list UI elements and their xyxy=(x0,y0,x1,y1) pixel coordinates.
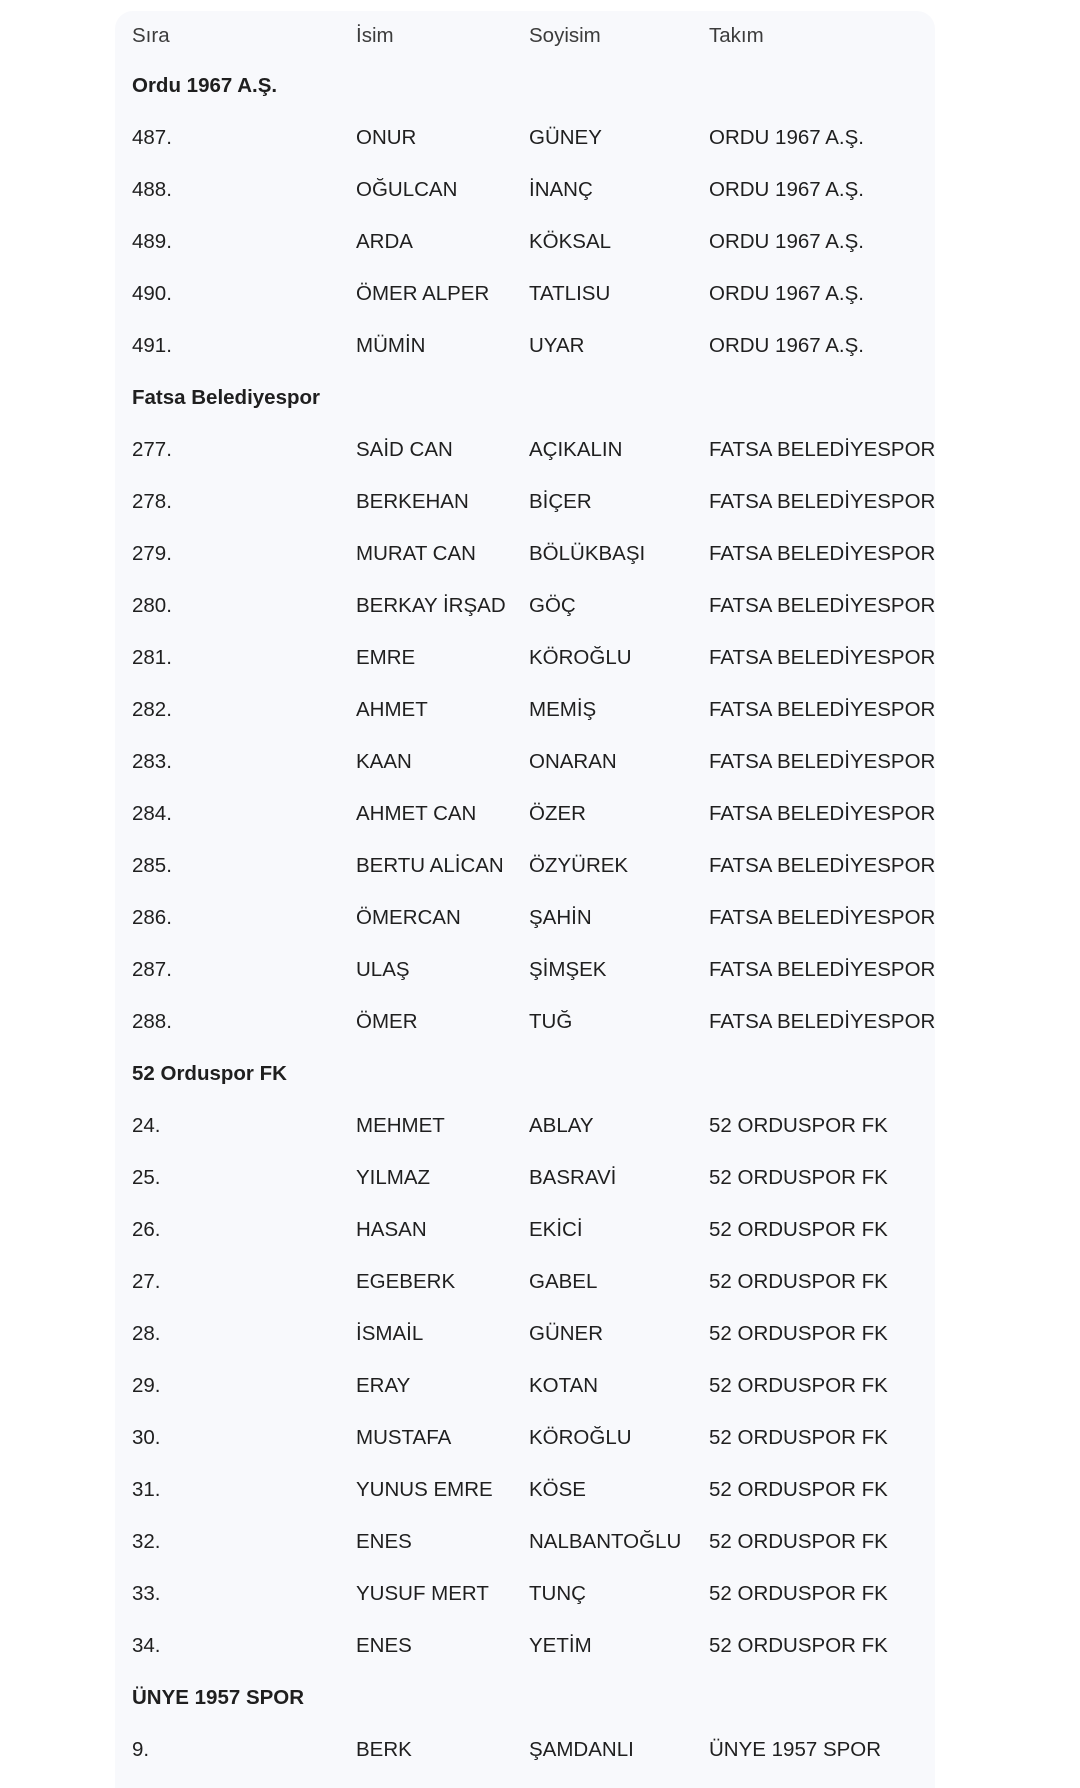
cell-sira: 278. xyxy=(132,490,172,513)
cell-soyisim: GABEL xyxy=(529,1270,598,1293)
cell-takim: FATSA BELEDİYESPOR xyxy=(709,750,935,773)
cell-soyisim: İNANÇ xyxy=(529,178,593,201)
table-row xyxy=(115,268,935,320)
cell-takim: ORDU 1967 A.Ş. xyxy=(709,230,864,253)
cell-soyisim: YETİM xyxy=(529,1634,592,1657)
cell-sira: 285. xyxy=(132,854,172,877)
cell-sira: 281. xyxy=(132,646,172,669)
cell-soyisim: KÖROĞLU xyxy=(529,1426,632,1449)
table-row xyxy=(115,944,935,996)
cell-takim: 52 ORDUSPOR FK xyxy=(709,1530,888,1553)
cell-soyisim: TUNÇ xyxy=(529,1582,586,1605)
cell-soyisim: ABLAY xyxy=(529,1114,594,1137)
cell-isim: ONUR xyxy=(356,126,417,149)
cell-sira: 33. xyxy=(132,1582,161,1605)
cell-sira: 26. xyxy=(132,1218,161,1241)
table-row xyxy=(115,476,935,528)
cell-isim: EGEBERK xyxy=(356,1270,456,1293)
cell-soyisim: BASRAVİ xyxy=(529,1166,617,1189)
cell-takim: ORDU 1967 A.Ş. xyxy=(709,334,864,357)
cell-takim: 52 ORDUSPOR FK xyxy=(709,1218,888,1241)
cell-soyisim: TATLISU xyxy=(529,282,611,305)
table-row xyxy=(115,632,935,684)
cell-isim: ULAŞ xyxy=(356,958,410,981)
team-group-title: Fatsa Belediyespor xyxy=(132,386,320,409)
table-row xyxy=(115,1724,935,1776)
cell-isim: ARDA xyxy=(356,230,413,253)
cell-soyisim: GÜNER xyxy=(529,1322,604,1345)
table-row xyxy=(115,996,935,1048)
table-row xyxy=(115,840,935,892)
cell-sira: 27. xyxy=(132,1270,161,1293)
cell-soyisim: KÖKSAL xyxy=(529,230,612,253)
cell-sira: 488. xyxy=(132,178,172,201)
cell-soyisim: ÖZER xyxy=(529,802,586,825)
table-row xyxy=(115,1412,935,1464)
cell-takim: 52 ORDUSPOR FK xyxy=(709,1634,888,1657)
cell-isim: SAİD CAN xyxy=(356,438,453,461)
cell-sira: 491. xyxy=(132,334,172,357)
cell-sira: 277. xyxy=(132,438,172,461)
cell-sira: 284. xyxy=(132,802,172,825)
cell-takim: 52 ORDUSPOR FK xyxy=(709,1166,888,1189)
cell-soyisim: GÜNEY xyxy=(529,126,602,149)
cell-isim: ENES xyxy=(356,1634,412,1657)
table-row xyxy=(115,528,935,580)
cell-soyisim: KÖROĞLU xyxy=(529,646,632,669)
cell-isim: BERTU ALİCAN xyxy=(356,854,504,877)
cell-isim: YILMAZ xyxy=(356,1166,431,1189)
cell-soyisim: KOTAN xyxy=(529,1374,599,1397)
cell-sira: 32. xyxy=(132,1530,161,1553)
cell-takim: FATSA BELEDİYESPOR xyxy=(709,542,935,565)
table-row xyxy=(115,1204,935,1256)
team-group-row xyxy=(115,372,935,424)
column-header-soyisim: Soyisim xyxy=(529,23,601,47)
cell-sira: 280. xyxy=(132,594,172,617)
cell-isim: YUNUS EMRE xyxy=(356,1478,493,1501)
cell-sira: 25. xyxy=(132,1166,161,1189)
cell-takim: ORDU 1967 A.Ş. xyxy=(709,126,864,149)
cell-takim: FATSA BELEDİYESPOR xyxy=(709,802,935,825)
cell-isim: ERAY xyxy=(356,1374,411,1397)
cell-isim: HASAN xyxy=(356,1218,427,1241)
cell-takim: 52 ORDUSPOR FK xyxy=(709,1582,888,1605)
cell-takim: FATSA BELEDİYESPOR xyxy=(709,594,935,617)
cell-isim: BERKAY İRŞAD xyxy=(356,594,506,617)
cell-sira: 282. xyxy=(132,698,172,721)
cell-soyisim: BÖLÜKBAŞI xyxy=(529,542,646,565)
cell-soyisim: GÖÇ xyxy=(529,594,576,617)
cell-sira: 489. xyxy=(132,230,172,253)
cell-takim: 52 ORDUSPOR FK xyxy=(709,1374,888,1397)
cell-isim: YUSUF MERT xyxy=(356,1582,489,1605)
table-row xyxy=(115,736,935,788)
cell-soyisim: BİÇER xyxy=(529,490,592,513)
cell-soyisim: NALBANTOĞLU xyxy=(529,1530,682,1553)
cell-takim: FATSA BELEDİYESPOR xyxy=(709,854,935,877)
team-group-row xyxy=(115,1672,935,1724)
cell-soyisim: EKİCİ xyxy=(529,1218,583,1241)
cell-takim: 52 ORDUSPOR FK xyxy=(709,1322,888,1345)
cell-isim: AHMET CAN xyxy=(356,802,477,825)
cell-soyisim: MEMİŞ xyxy=(529,698,597,721)
player-list-table xyxy=(115,11,935,1776)
cell-takim: ORDU 1967 A.Ş. xyxy=(709,282,864,305)
cell-sira: 288. xyxy=(132,1010,172,1033)
cell-sira: 31. xyxy=(132,1478,161,1501)
table-row xyxy=(115,164,935,216)
table-row xyxy=(115,424,935,476)
cell-soyisim: KÖSE xyxy=(529,1478,586,1501)
table-row xyxy=(115,1516,935,1568)
cell-soyisim: TUĞ xyxy=(529,1010,573,1033)
cell-isim: BERK xyxy=(356,1738,412,1761)
cell-isim: MÜMİN xyxy=(356,334,426,357)
table-row xyxy=(115,892,935,944)
cell-sira: 34. xyxy=(132,1634,161,1657)
table-row xyxy=(115,580,935,632)
table-row xyxy=(115,684,935,736)
team-group-title: ÜNYE 1957 SPOR xyxy=(132,1686,305,1709)
column-header-sira: Sıra xyxy=(132,23,170,47)
cell-takim: ORDU 1967 A.Ş. xyxy=(709,178,864,201)
cell-soyisim: UYAR xyxy=(529,334,585,357)
cell-sira: 487. xyxy=(132,126,172,149)
cell-soyisim: ÖZYÜREK xyxy=(529,854,629,877)
cell-sira: 28. xyxy=(132,1322,161,1345)
cell-sira: 30. xyxy=(132,1426,161,1449)
table-row xyxy=(115,1568,935,1620)
table-body xyxy=(115,60,935,1776)
team-group-row xyxy=(115,60,935,112)
cell-takim: FATSA BELEDİYESPOR xyxy=(709,698,935,721)
cell-takim: ÜNYE 1957 SPOR xyxy=(709,1738,882,1761)
column-header-isim: İsim xyxy=(356,23,394,47)
cell-takim: FATSA BELEDİYESPOR xyxy=(709,1010,935,1033)
cell-takim: FATSA BELEDİYESPOR xyxy=(709,906,935,929)
table-header-row xyxy=(115,11,935,60)
cell-soyisim: AÇIKALIN xyxy=(529,438,623,461)
cell-soyisim: ŞAMDANLI xyxy=(529,1738,634,1761)
cell-sira: 286. xyxy=(132,906,172,929)
cell-sira: 24. xyxy=(132,1114,161,1137)
cell-sira: 287. xyxy=(132,958,172,981)
cell-soyisim: ŞİMŞEK xyxy=(529,958,607,981)
cell-isim: ÖMERCAN xyxy=(356,906,461,929)
cell-isim: MURAT CAN xyxy=(356,542,476,565)
table-row xyxy=(115,216,935,268)
cell-isim: KAAN xyxy=(356,750,412,773)
table-row xyxy=(115,1360,935,1412)
cell-soyisim: ONARAN xyxy=(529,750,617,773)
cell-takim: 52 ORDUSPOR FK xyxy=(709,1478,888,1501)
cell-isim: ÖMER ALPER xyxy=(356,282,490,305)
column-header-takim: Takım xyxy=(709,23,764,47)
cell-takim: FATSA BELEDİYESPOR xyxy=(709,490,935,513)
table-row xyxy=(115,1152,935,1204)
cell-sira: 283. xyxy=(132,750,172,773)
team-group-title: Ordu 1967 A.Ş. xyxy=(132,74,278,97)
cell-takim: FATSA BELEDİYESPOR xyxy=(709,438,935,461)
table-row xyxy=(115,1464,935,1516)
cell-takim: 52 ORDUSPOR FK xyxy=(709,1114,888,1137)
cell-sira: 490. xyxy=(132,282,172,305)
team-group-row xyxy=(115,1048,935,1100)
cell-isim: EMRE xyxy=(356,646,416,669)
table-row xyxy=(115,1308,935,1360)
player-list-table-card xyxy=(115,11,935,1788)
table-row xyxy=(115,112,935,164)
table-row xyxy=(115,1620,935,1672)
cell-isim: MUSTAFA xyxy=(356,1426,452,1449)
cell-sira: 279. xyxy=(132,542,172,565)
cell-sira: 9. xyxy=(132,1738,150,1761)
cell-isim: İSMAİL xyxy=(356,1322,424,1345)
cell-soyisim: ŞAHİN xyxy=(529,906,592,929)
table-row xyxy=(115,320,935,372)
cell-isim: ENES xyxy=(356,1530,412,1553)
cell-sira: 29. xyxy=(132,1374,161,1397)
cell-isim: ÖMER xyxy=(356,1010,418,1033)
cell-takim: 52 ORDUSPOR FK xyxy=(709,1270,888,1293)
table-row xyxy=(115,1100,935,1152)
cell-takim: 52 ORDUSPOR FK xyxy=(709,1426,888,1449)
table-row xyxy=(115,1256,935,1308)
cell-takim: FATSA BELEDİYESPOR xyxy=(709,646,935,669)
team-group-title: 52 Orduspor FK xyxy=(132,1062,287,1085)
cell-isim: AHMET xyxy=(356,698,428,721)
cell-isim: MEHMET xyxy=(356,1114,445,1137)
cell-isim: OĞULCAN xyxy=(356,178,458,201)
table-row xyxy=(115,788,935,840)
cell-isim: BERKEHAN xyxy=(356,490,469,513)
cell-takim: FATSA BELEDİYESPOR xyxy=(709,958,935,981)
